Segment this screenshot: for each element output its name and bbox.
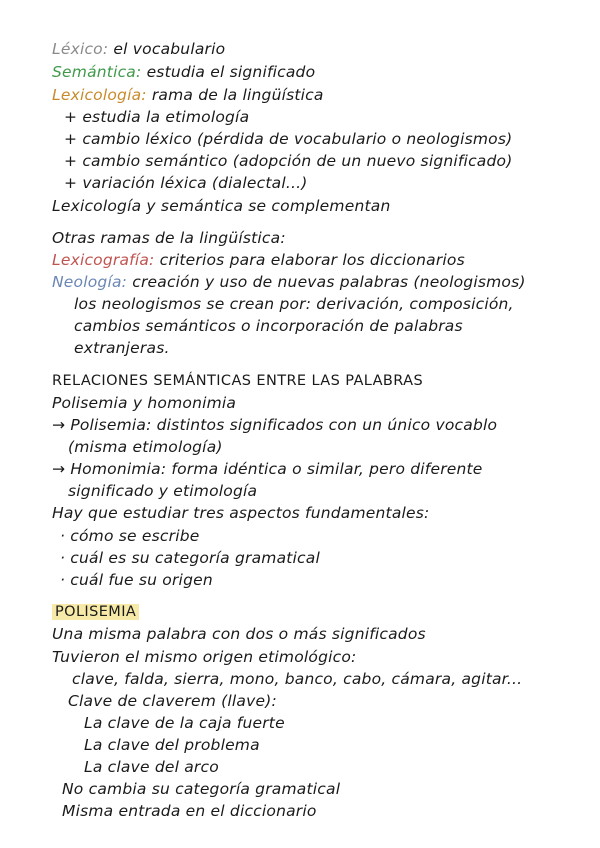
polisemia-line: Clave de claverem (llave): <box>68 692 277 710</box>
term-separator: : <box>136 63 147 81</box>
definition-text: rama de la lingüística <box>151 86 324 104</box>
definition-neologia <box>52 272 526 292</box>
relation-item: significado y etimología <box>68 482 258 500</box>
polisemia-line: No cambia su categoría gramatical <box>62 780 341 798</box>
polisemia-line: Una misma palabra con dos o más significados <box>52 625 426 643</box>
term-separator: : <box>121 273 133 291</box>
term-separator: : <box>141 86 152 104</box>
relation-item: → Polisemia: distintos significados con un único vocablo <box>52 416 498 434</box>
relations-subtitle: Polisemia y homonimia <box>52 394 237 412</box>
definition-text: el vocabulario <box>113 40 226 58</box>
polisemia-line: La clave de la caja fuerte <box>84 714 285 732</box>
term-separator: : <box>102 40 114 58</box>
other-branches-title: Otras ramas de la lingüística: <box>52 229 286 247</box>
neologia-continuation: los neologismos se crean por: derivación, composición, <box>74 295 514 313</box>
aspect-item: · cómo se escribe <box>60 527 200 545</box>
relations-title: RELACIONES SEMÁNTICAS ENTRE LAS PALABRAS <box>52 373 424 389</box>
lexicology-item: + cambio léxico (pérdida de vocabulario o neologismos) <box>64 130 513 148</box>
aspect-item: · cuál fue su origen <box>60 571 213 589</box>
term-semantica: Semántica <box>52 63 136 81</box>
polisemia-highlight: POLISEMIA <box>52 604 139 620</box>
definition-semantica <box>52 62 315 82</box>
aspects-title: Hay que estudiar tres aspectos fundamentales: <box>52 504 430 522</box>
lexicology-item: + variación léxica (dialectal...) <box>64 174 308 192</box>
definition-text: creación y uso de nuevas palabras (neologismos) <box>132 273 526 291</box>
relation-item: → Homonimia: forma idéntica o similar, pero diferente <box>52 460 483 478</box>
definition-text: criterios para elaborar los diccionarios <box>159 251 465 269</box>
definition-lexico <box>52 39 225 59</box>
definition-lexicologia <box>52 85 324 105</box>
relation-item: (misma etimología) <box>68 438 223 456</box>
polisemia-line: Tuvieron el mismo origen etimológico: <box>52 648 357 666</box>
polisemia-title <box>52 602 139 622</box>
neologia-continuation: extranjeras. <box>74 339 170 357</box>
polisemia-line: clave, falda, sierra, mono, banco, cabo, cámara, agitar... <box>72 670 523 688</box>
lexicology-item: + estudia la etimología <box>64 108 250 126</box>
polisemia-line: La clave del arco <box>84 758 219 776</box>
term-lexicologia: Lexicología <box>52 86 142 104</box>
term-lexico: Léxico <box>52 40 103 58</box>
polisemia-line: Misma entrada en el diccionario <box>62 802 317 820</box>
definition-lexicografia <box>52 250 465 270</box>
term-separator: : <box>149 251 160 269</box>
term-neologia: Neología <box>52 273 122 291</box>
neologia-continuation: cambios semánticos o incorporación de palabras <box>74 317 463 335</box>
term-lexicografia: Lexicografía <box>52 251 150 269</box>
lexicology-item: + cambio semántico (adopción de un nuevo significado) <box>64 152 513 170</box>
complement-line: Lexicología y semántica se complementan <box>52 197 391 215</box>
aspect-item: · cuál es su categoría gramatical <box>60 549 320 567</box>
definition-text: estudia el significado <box>146 63 316 81</box>
polisemia-line: La clave del problema <box>84 736 260 754</box>
